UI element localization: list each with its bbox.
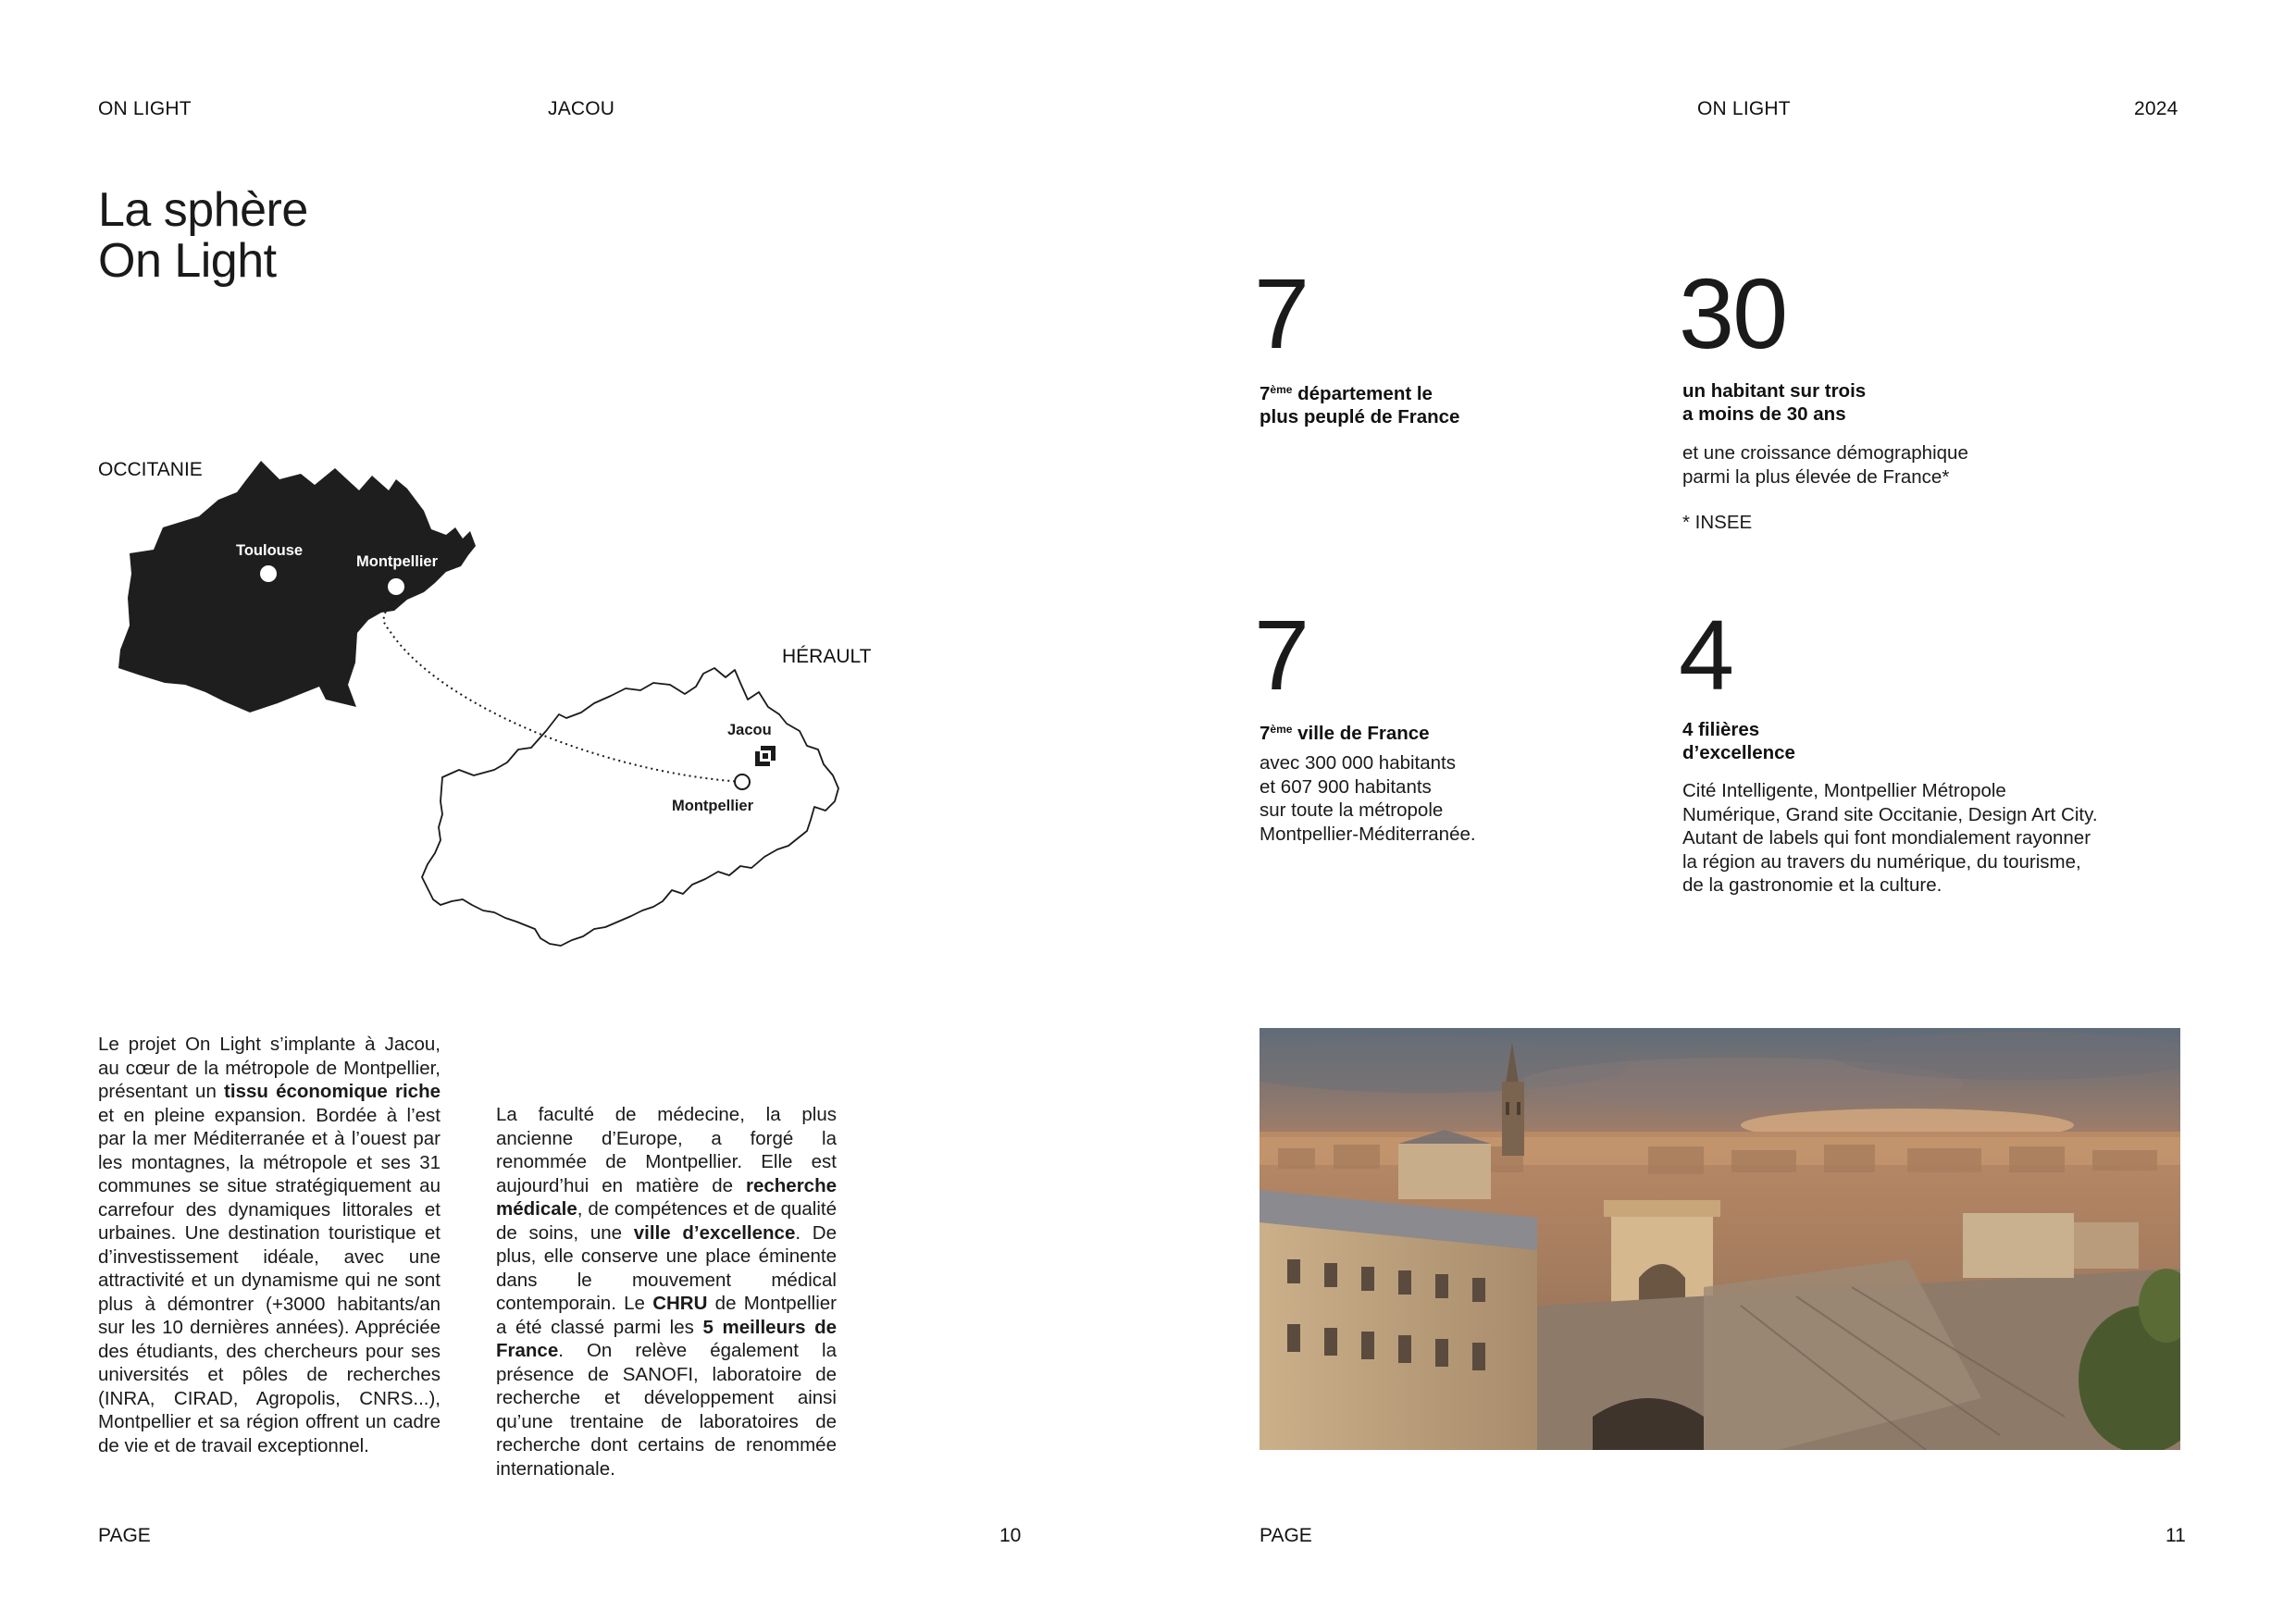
montpellier-dot-occitanie [388,578,404,595]
emphasis-text: 5 meilleurs de France [496,1316,838,1361]
stat-2-title: un habitant sur trois a moins de 30 ans [1682,380,1867,425]
header-place: JACOU [548,98,615,119]
occitanie-shape [118,461,476,712]
footer-page-label-left: PAGE [98,1525,151,1546]
montpellier-label-occitanie: Montpellier [356,553,439,570]
region-label-occitanie: OCCITANIE [98,459,203,480]
body-text-run: . On relève également la présence de SANOFI, laboratoire de recherche et développement ainsi qu’une trentaine de laboratoires de recherche dont certains de renommée internationale. [496,1340,837,1480]
stat-2-number: 30 [1679,257,1787,369]
herault-shape [422,668,838,946]
stat-4-description: Cité Intelligente, Montpellier Métropole Numérique, Grand site Occitanie, Design Art City. Autant de labels qui font mondialement rayonner la région au travers du numérique, du tourisme, de la gastronomie et la culture. [1682,780,2098,896]
footer-page-number-left: 10 [999,1525,1022,1546]
stat-1-number: 7 [1254,257,1309,369]
stat-1-title: 7ème département le plus peuplé de France [1260,383,1460,427]
title-line-2: On Light [98,234,277,288]
text-column-1 [98,1033,441,1457]
stat-3-number: 7 [1254,599,1309,711]
footer-page-label-right: PAGE [1260,1525,1312,1546]
body-text-run: de Montpellier a été classé parmi les [496,1293,837,1338]
stat-2-description: et une croissance démographique parmi la plus élevée de France* [1682,442,1968,488]
footer-page-number-right: 11 [2166,1525,2186,1546]
text-column-2 [496,1103,837,1481]
stat-4-title: 4 filières d’excellence [1682,719,1795,763]
stat-3-title: 7ème ville de France [1260,723,1430,744]
emphasis-text: tissu économique riche [224,1081,441,1102]
regions-map [0,0,925,962]
header-brand-left: ON LIGHT [98,98,192,119]
body-text-run: et en pleine expansion. Bordée à l’est par la mer Méditerranée et à l’ouest par les montagnes, la métropole et ses 31 communes se situe stratégiquement au carrefour des dynamiques littorales et urbaines. Une destination touristique et d’investissement idéale, avec une attractivité et un dynamisme qui ne sont plus à démontrer (+3000 habitants/an sur les 10 dernières années). Appréciée des étudiants, des chercheurs pour ses universités et pôles de recherches (INRA, CIRAD, Agropolis, CNRS...), Montpellier et sa région offrent un cadre de vie et de travail exceptionnel. [98,1104,441,1456]
emphasis-text: recherche médicale [496,1174,837,1220]
title-line-1: La sphère [98,183,308,237]
body-text-run: , de compétences et de qualité de soins, une [496,1198,837,1244]
emphasis-text: ville d’excellence [633,1221,796,1244]
stat-3-description: avec 300 000 habitants et 607 900 habitants sur toute la métropole Montpellier-Méditerranée. [1260,752,1476,845]
toulouse-label: Toulouse [236,542,304,559]
body-text-run: La faculté de médecine, la plus ancienne d’Europe, a forgé la renommée de Montpellier. Elle est aujourd’hui en matière de [496,1104,837,1196]
montpellier-label-herault: Montpellier [672,798,754,814]
toulouse-dot [260,565,277,582]
emphasis-text: CHRU [652,1293,708,1314]
region-label-herault: HÉRAULT [782,646,872,667]
header-year: 2024 [2134,98,2178,119]
jacou-marker-icon [755,746,776,766]
body-text-run: Le projet On Light s’implante à Jacou, au cœur de la métropole de Montpellier, présentant un [98,1034,441,1102]
stat-4-number: 4 [1679,599,1733,711]
body-text-run: . De plus, elle conserve une place éminente dans le mouvement médical contemporain. Le [496,1221,837,1314]
stat-2-note: * INSEE [1682,512,1753,533]
montpellier-dot-herault [735,774,750,789]
jacou-label: Jacou [727,722,772,738]
header-brand-right: ON LIGHT [1697,98,1791,119]
montpellier-aerial-photo [1260,1028,2180,1450]
